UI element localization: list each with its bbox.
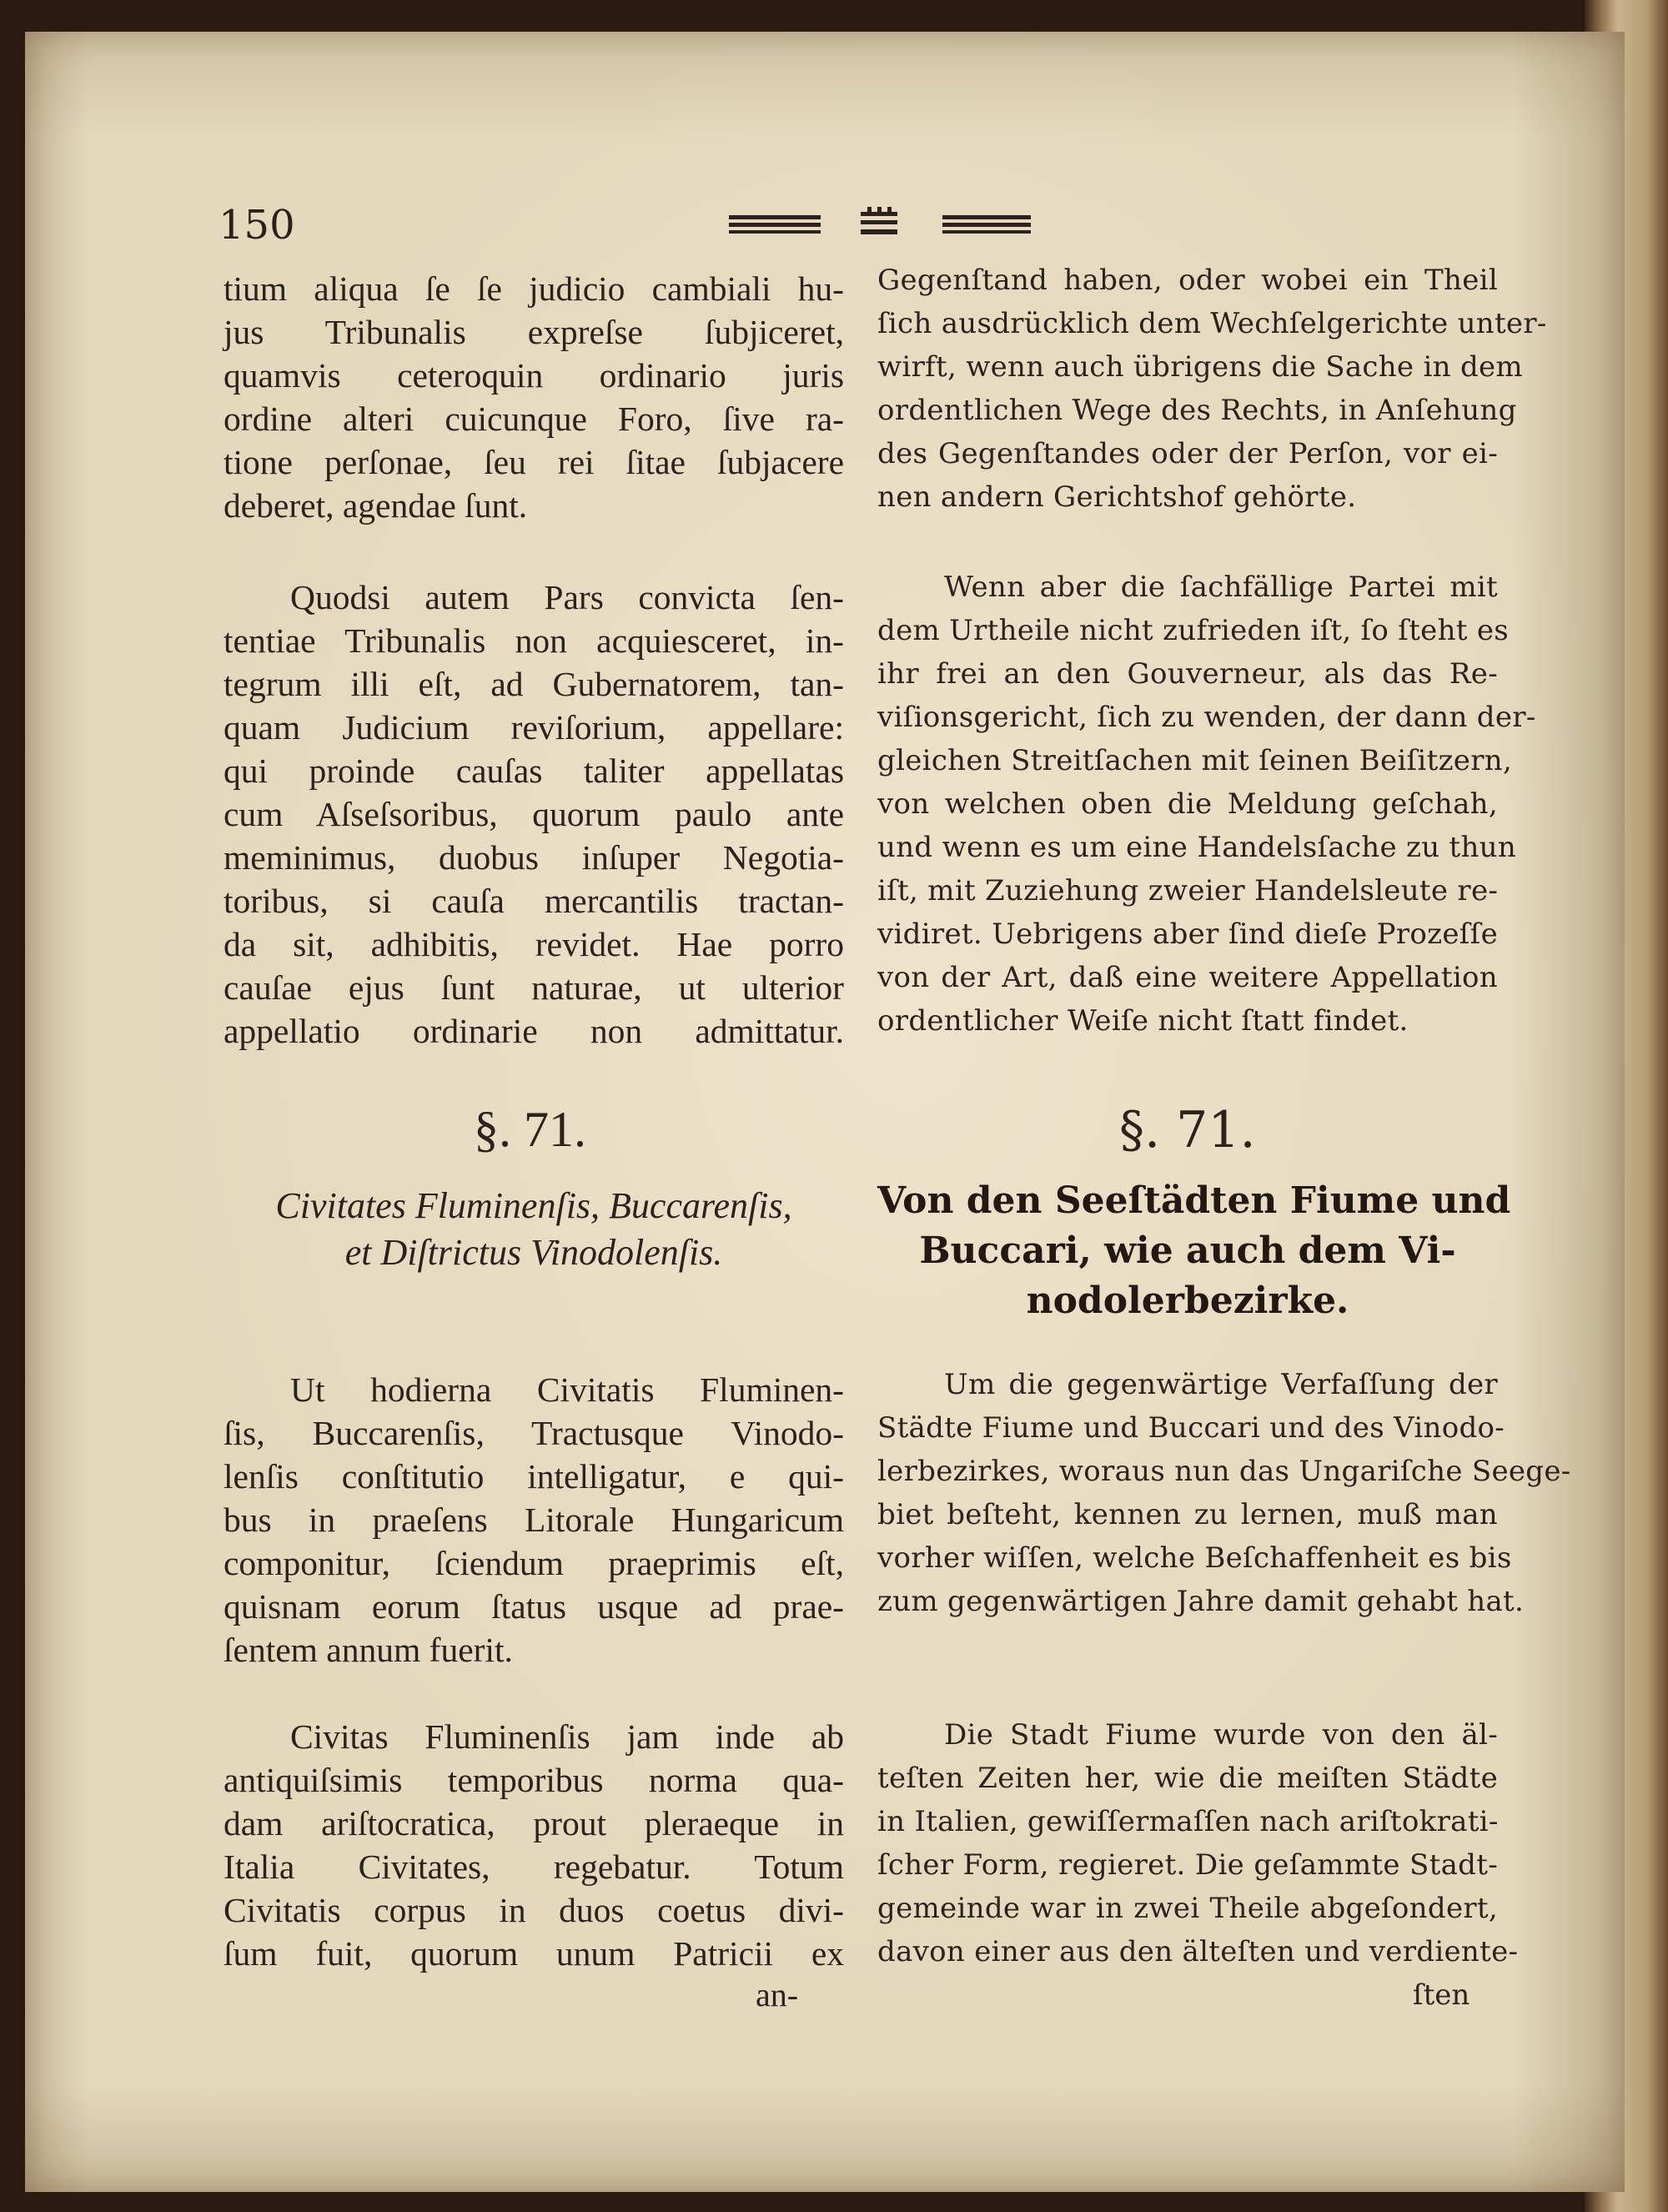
text-line: wirft, wenn auch übrigens die Sache in dem: [877, 350, 1523, 384]
text-line: deberet, agendae ſunt.: [224, 486, 528, 525]
text-line: dam ariſtocratica, prout pleraeque in: [224, 1804, 844, 1842]
text-line: lerbezirkes, woraus nun das Ungariſche Seege-: [877, 1455, 1571, 1488]
text-line: qui proinde cauſas taliter appellatas: [224, 752, 844, 790]
german-catchword: ſten: [1413, 1978, 1470, 2012]
header-rule-left: [729, 207, 821, 240]
text-line: antiquiſsimis temporibus norma qua-: [224, 1761, 844, 1799]
text-line: teſten Zeiten her, wie die meiſten Städte: [877, 1762, 1498, 1795]
text-line: Wenn aber die ſachfällige Partei mit: [944, 571, 1498, 604]
latin-section-heading: [224, 1183, 844, 1276]
latin-paragraph-3: [224, 1368, 844, 1672]
text-line: iſt, mit Zuziehung zweier Handelsleute re-: [877, 874, 1499, 907]
text-line: quisnam eorum ſtatus usque ad prae-: [224, 1587, 844, 1626]
header-ornament-icon: [859, 207, 899, 240]
text-line: ſich ausdrücklich dem Wechſelgerichte unter-: [877, 307, 1547, 340]
text-line: von der Art, daß eine weitere Appellation: [877, 961, 1498, 994]
text-line: da sit, adhibitis, revidet. Hae porro: [224, 925, 844, 963]
text-line: tione perſonae, ſeu rei ſitae ſubjacere: [224, 443, 844, 481]
text-line: und wenn es um eine Handelsſache zu thun: [877, 831, 1517, 864]
header-rule-right: [942, 207, 1031, 240]
text-line: Um die gegenwärtige Verfaſſung der: [944, 1368, 1498, 1401]
text-line: quamvis ceteroquin ordinario juris: [224, 356, 844, 395]
heading-line: Civitates Fluminenſis, Buccarenſis,: [275, 1185, 792, 1226]
text-line: Gegenſtand haben, oder wobei ein Theil: [877, 264, 1498, 297]
heading-line: Buccari, wie auch dem Vi-: [919, 1229, 1456, 1272]
text-line: meminimus, duobus inſuper Negotia-: [224, 838, 844, 877]
text-line: componitur, ſciendum praeprimis eſt,: [224, 1544, 844, 1582]
text-line: von welchen oben die Meldung geſchah,: [877, 787, 1498, 821]
text-line: ordentlichen Wege des Rechts, in Anſehung: [877, 394, 1517, 427]
text-line: cum Aſseſsoribus, quorum paulo ante: [224, 795, 844, 833]
heading-line: Von den Seeſtädten Fiume und: [877, 1179, 1511, 1222]
text-line: lenſis conſtitutio intelligatur, e qui-: [224, 1457, 844, 1496]
text-line: in Italien, gewiſſermaſſen nach ariſtokrati-: [877, 1805, 1499, 1838]
text-line: biet beſteht, kennen zu lernen, muß man: [877, 1498, 1498, 1531]
german-section-number: §. 71.: [1119, 1101, 1256, 1159]
text-line: ordine alteri cuicunque Foro, ſive ra-: [224, 400, 844, 438]
text-line: Italia Civitates, regebatur. Totum: [224, 1848, 844, 1886]
text-line: gemeinde war in zwei Theile abgeſondert,: [877, 1892, 1498, 1925]
heading-line: et Diſtrictus Vinodolenſis.: [344, 1232, 723, 1273]
text-line: tegrum illi eſt, ad Gubernatorem, tan-: [224, 665, 844, 703]
latin-catchword: an-: [756, 1976, 799, 2013]
latin-section-number: §. 71.: [474, 1102, 586, 1157]
text-line: davon einer aus den älteſten und verdiente-: [877, 1935, 1519, 1968]
text-line: jus Tribunalis expreſse ſubjiceret,: [224, 313, 844, 351]
text-line: ordentlicher Weiſe nicht ſtatt findet.: [877, 1004, 1409, 1038]
german-section-heading: [877, 1176, 1511, 1326]
text-line: ſentem annum fuerit.: [224, 1631, 513, 1669]
page-number: 150: [219, 202, 295, 249]
text-line: bus in praeſens Litorale Hungaricum: [224, 1501, 844, 1539]
text-line: ihr frei an den Gouverneur, als das Re-: [877, 657, 1498, 691]
text-line: ſis, Buccarenſis, Tractusque Vinodo-: [224, 1414, 844, 1452]
text-line: vidiret. Uebrigens aber ſind dieſe Prozeſſe: [877, 917, 1498, 951]
german-paragraph-2: [877, 566, 1536, 1043]
text-line: gleichen Streitſachen mit ſeinen Beiſitzern,: [877, 744, 1513, 777]
text-line: ſum fuit, quorum unum Patricii ex: [224, 1934, 844, 1973]
text-line: des Gegenſtandes oder der Perſon, vor ei-: [877, 437, 1498, 470]
text-line: toribus, si cauſa mercantilis tractan-: [224, 882, 844, 920]
text-line: Ut hodierna Civitatis Fluminen-: [290, 1370, 844, 1409]
german-paragraph-3: [877, 1363, 1571, 1623]
text-line: dem Urtheile nicht zufrieden iſt, ſo ſteht es: [877, 614, 1510, 647]
text-line: Civitatis corpus in duos coetus divi-: [224, 1891, 844, 1929]
text-line: Städte Fiume und Buccari und des Vinodo-: [877, 1411, 1505, 1445]
latin-paragraph-2: [224, 576, 844, 1053]
text-line: cauſae ejus ſunt naturae, ut ulterior: [224, 968, 844, 1007]
text-line: tentiae Tribunalis non acquiesceret, in-: [224, 621, 844, 660]
text-line: nen andern Gerichtshof gehörte.: [877, 480, 1357, 514]
text-line: tium aliqua ſe ſe judicio cambiali hu-: [224, 269, 844, 308]
text-line: Die Stadt Fiume wurde von den äl-: [944, 1718, 1498, 1752]
latin-paragraph-4: [224, 1715, 844, 1975]
text-line: zum gegenwärtigen Jahre damit gehabt hat.: [877, 1585, 1525, 1618]
german-paragraph-4: [877, 1713, 1519, 1973]
text-line: Civitas Fluminenſis jam inde ab: [290, 1717, 844, 1756]
text-line: Quodsi autem Pars convicta ſen-: [290, 578, 844, 616]
text-line: viſionsgericht, ſich zu wenden, der dann der-: [877, 701, 1536, 734]
text-line: vorher wiſſen, welche Beſchaffenheit es bis: [877, 1541, 1512, 1575]
text-line: appellatio ordinarie non admittatur.: [224, 1012, 844, 1050]
text-line: ſcher Form, regieret. Die geſammte Stadt-: [877, 1848, 1498, 1882]
text-line: quam Judicium reviſorium, appellare:: [224, 708, 844, 747]
latin-paragraph-1: [224, 267, 844, 527]
heading-line: nodolerbezirke.: [1026, 1279, 1349, 1322]
german-paragraph-1: [877, 259, 1547, 519]
